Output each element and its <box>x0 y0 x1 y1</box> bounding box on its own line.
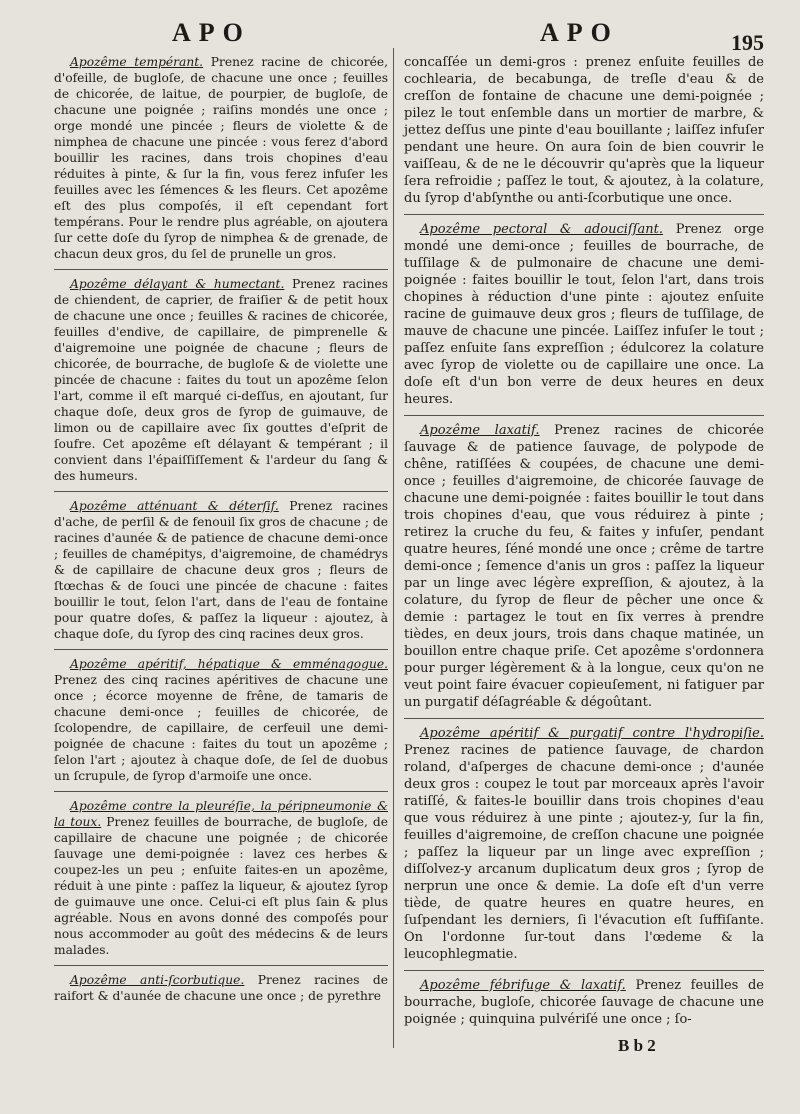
entry-body: concaſſée un demi-gros : prenez enſuite feuilles de cochlearia, de becabunga, de treſle d'eau & de creſſon de fontaine de chacune une demi-poignée ; pilez le tout enſemble dans un mortier de marbre, & jettez deſſus une pinte d'eau bouillante ; laiſſez infuſer pendant une heure. On aura ſoin de bien couvrir le vaiſſeau, & de ne le découvrir qu'après que la liqueur ſera refroidie ; paſſez le tout, & ajoutez, à la colature, du ſyrop d'abſynthe ou anti-ſcorbutique une once. <box>404 55 764 206</box>
entry-headword: Apozême atténuant & déterſif. <box>70 499 279 513</box>
entry-headword: Apozême contre la pleuréſie, la péripneumonie & la toux. <box>54 799 388 829</box>
page-number: 195 <box>731 30 764 55</box>
entry-body: Prenez racines de chiendent, de caprier, de fraiſier & de petit houx de chacune une once ; feuilles & racines de chicorée, feuilles d'endive, de capillaire, de pimprenelle & d'aigremoine une poignée de chacune ; fleurs de chicorée, de bourrache, de bugloſe & de violette une pincée de chacune : faites du tout un apozême ſelon l'art, comme il eſt marqué ci-deſſus, en ajoutant, ſur chaque doſe, deux gros de ſyrop de guimauve, de limon ou de capillaire avec ſix gouttes d'eſprit de ſoufre. Cet apozême eſt délayant & tempérant ; il convient dans l'épaiſſiſſement & l'ardeur du ſang & des humeurs. <box>54 277 388 483</box>
entry-continuation <box>404 54 764 207</box>
entry-separator <box>404 214 764 215</box>
entry-body: Prenez feuilles de bourrache, de bugloſe, de capillaire de chacune une poignée ; de chicorée ſauvage une demi-poignée : lavez ces herbes & coupez-les un peu ; enſuite faites-en un apozême, réduit à une pinte : paſſez la liqueur, & ajoutez ſyrop de guimauve une once. Celui-ci eſt plus ſain & plus agréable. Nous en avons donné des compoſés pour nous accommoder au goût des médecins & de leurs malades. <box>54 815 388 957</box>
entry-headword: Apozême apéritif, hépatique & emménagogue. <box>70 657 388 671</box>
entry-body: Prenez des cinq racines apéritives de chacune une once ; écorce moyenne de frêne, de tamaris de chacune demi-once ; feuilles de chicorée, de ſcolopendre, de capillaire, de cerfeuil une demi-poignée de chacune : faites du tout un apozême ; ſelon l'art ; ajoutez à chaque doſe, de ſel de duobus un ſcrupule, de ſyrop d'armoiſe une once. <box>54 673 388 783</box>
entry-headword: Apozême pectoral & adouciſſant. <box>420 222 664 237</box>
signature-mark: B b 2 <box>618 1036 656 1055</box>
entry-apozeme-delayant <box>54 276 388 484</box>
entry-headword: Apozême fébrifuge & laxatif. <box>420 978 626 993</box>
running-head-right: APO <box>540 18 619 47</box>
entry-body: Prenez racine de chicorée, d'ofeille, de bugloſe, de chacune une once ; feuilles de chicorée, de laitue, de pourpier, de bugloſe, de chacune une poignée ; raiſins mondés une once ; orge mondé une pincée ; fleurs de violette & de nimphea de chacune une pincée : vous ferez d'abord bouillir les racines, dans trois chopines d'eau réduites à pinte, & ſur la fin, vous ferez infuſer les feuilles avec les ſémences & les fleurs. Cet apozême eſt des plus compoſés, il eſt cependant fort tempérans. Pour le rendre plus agréable, on ajoutera ſur cette doſe du ſyrop de nimphea & de grenade, de chacun deux gros, du ſel de prunelle un gros. <box>54 55 388 261</box>
entry-apozeme-attenuant <box>54 498 388 642</box>
right-column <box>404 54 764 1028</box>
entry-headword: Apozême laxatif. <box>420 423 540 438</box>
entry-apozeme-febrifuge <box>404 977 764 1028</box>
entry-body: Prenez orge mondé une demi-once ; feuilles de bourrache, de tuſſilage & de pulmonaire de chacune une demi-poignée : faites bouillir le tout, ſelon l'art, dans trois chopines à réduction d'une pinte : ajoutez enſuite racine de guimauve deux gros ; fleurs de tuſſilage, de mauve de chacune une pincée. Laiſſez infuſer le tout ; paſſez enſuite ſans expreſſion ; édulcorez la colature avec ſyrop de violette ou de capillaire une once. La doſe eſt d'un bon verre de deux heures en deux heures. <box>404 222 765 407</box>
entry-headword: Apozême tempérant. <box>70 55 204 69</box>
entry-body: Prenez racines de patience ſauvage, de chardon roland, d'aſperges de chacune demi-once ; d'aunée deux gros : coupez le tout par morceaux après l'avoir ratiſſé, & faites-le bouillir dans trois chopines d'eau que vous réduirez à une pinte ; ajoutez-y, ſur la fin, feuilles d'aigremoine, de creſſon chacune une poignée ; paſſez la liqueur par un linge avec expreſſion ; diſſolvez-y arcanum duplicatum deux gros ; ſyrop de nerprun une once & demie. La doſe eſt d'un verre tiède, de quatre heures en quatre heures, en ſuſpendant les derniers, ſi l'évacution eſt ſuffiſante. On l'ordonne ſur-tout dans l'œdeme & la leucophlegmatie. <box>404 743 764 962</box>
entry-separator <box>54 649 388 650</box>
entry-headword: Apozême apéritif & purgatif contre l'hydropiſie. <box>420 726 764 741</box>
entry-apozeme-temperant <box>54 54 388 262</box>
entry-separator <box>54 269 388 270</box>
entry-separator <box>54 965 388 966</box>
column-divider <box>393 48 394 1048</box>
entry-apozeme-laxatif <box>404 422 764 711</box>
running-head-left: APO <box>172 18 251 47</box>
entry-body: Prenez racines d'ache, de perſil & de fenouil ſix gros de chacune ; de racines d'aunée & de patience de chacune demi-once ; feuilles de chamépitys, d'aigremoine, de chamédrys & de capillaire de chacune deux gros ; fleurs de ſtœchas & de ſouci une pincée de chacune : faites bouillir le tout, ſelon l'art, dans de l'eau de fontaine pour quatre doſes, & paſſez la liqueur : ajoutez, à chaque doſe, du ſyrop des cinq racines deux gros. <box>54 499 389 641</box>
entry-body: Prenez feuilles de bourrache, bugloſe, chicorée ſauvage de chacune une poignée ; quinquina pulvériſé une once ; ſo- <box>404 978 764 1027</box>
entry-body: Prenez racines de raifort & d'aunée de chacune une once ; de pyrethre <box>54 973 388 1003</box>
entry-headword: Apozême anti-ſcorbutique. <box>70 973 245 987</box>
entry-separator <box>54 791 388 792</box>
entry-separator <box>54 491 388 492</box>
entry-headword: Apozême délayant & humectant. <box>70 277 285 291</box>
entry-apozeme-pectoral <box>404 221 764 408</box>
entry-apozeme-hydropisie <box>404 725 764 963</box>
entry-separator <box>404 718 764 719</box>
left-column <box>54 54 388 1004</box>
entry-separator <box>404 970 764 971</box>
entry-apozeme-anti-scorbutique <box>54 972 388 1004</box>
entry-apozeme-pleuresie <box>54 798 388 958</box>
entry-body: Prenez racines de chicorée ſauvage & de patience ſauvage, de polypode de chêne, ratiſſées & coupées, de chacune une demi-once ; feuilles d'aigremoine, de chicorée ſauvage de chacune une demi-poignée : faites bouillir le tout dans trois chopines d'eau, que vous réduirez à pinte ; retirez la cruche du feu, & faites y infuſer, pendant quatre heures, ſéné mondé une once ; crême de tartre demi-once ; ſemence d'anis un gros : paſſez la liqueur par un linge avec légère expreſſion, & ajoutez, à la colature, du ſyrop de fleur de pêcher une once & demie : partagez le tout en ſix verres à prendre tièdes, en deux jours, trois dans chaque matinée, un bouillon entre chaque priſe. Cet apozême s'ordonnera pour purger légèrement & à la longue, ceux qu'on ne veut point faire évacuer copieuſement, ni fatiguer par un purgatif déſagréable & dégoûtant. <box>404 423 764 710</box>
entry-apozeme-aperitif-hepatique <box>54 656 388 784</box>
entry-separator <box>404 415 764 416</box>
